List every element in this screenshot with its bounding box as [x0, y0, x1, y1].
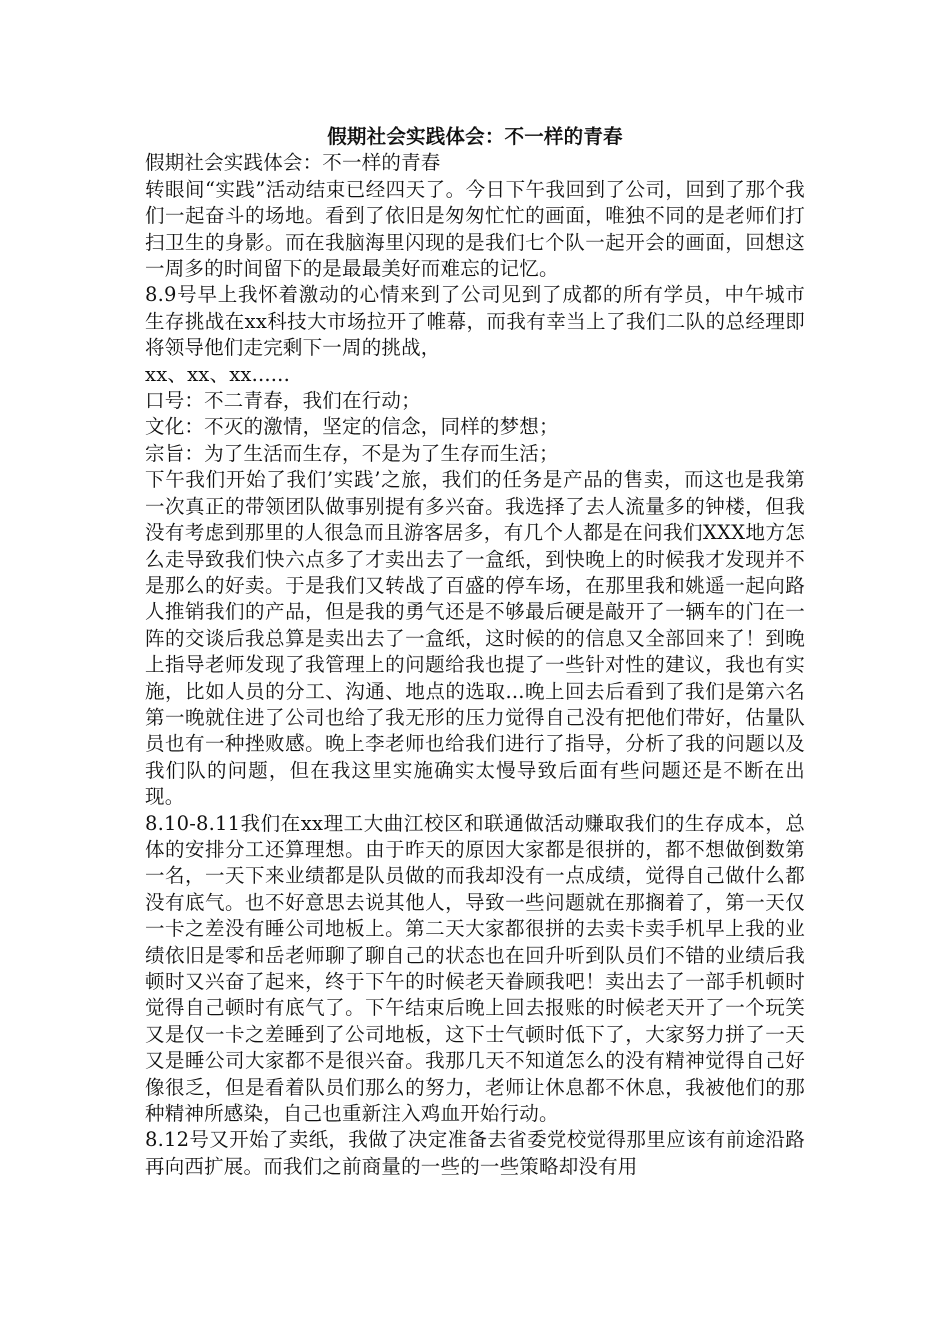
paragraph-purpose: 宗旨：为了生活而生存，不是为了生存而生活； — [145, 441, 559, 465]
paragraph-members: xx、xx、xx...... — [145, 362, 290, 386]
paragraph-intro: 转眼间“实践”活动结束已经四天了。今日下午我回到了公司，回到了那个我们一起奋斗的场地。看到了依旧是匆匆忙忙的画面，唯独不同的是老师们打扫卫生的身影。而在我脑海里闪现的是我们七个队一起开会的画面，回想这一周多的时间留下的是最最美好而难忘的记忆。 — [145, 177, 805, 281]
document-title: 假期社会实践体会：不一样的青春 — [327, 125, 623, 148]
paragraph-day-2-3: 8.10-8.11我们在xx理工大曲江校区和联通做活动赚取我们的生存成本，总体的安排分工还算理想。由于昨天的原因大家都是很拼的，都不想做倒数第一名，一天下来业绩都是队员做的而我却没有一点成绩，觉得自己做什么都没有底气。也不好意思去说其他人，导致一些问题就在那搁着了，第一天仅一卡之差没有睡公司地板上。第二天大家都很拼的去卖卡卖手机早上我的业绩依旧是零和岳老师聊了聊自己的状态也在回升听到队员们不错的业绩后我顿时又兴奋了起来，终于下午的时候老天眷顾我吧！卖出去了一部手机顿时觉得自己顿时有底气了。下午结束后晚上回去报账的时候老天开了一个玩笑又是仅一卡之差睡到了公司地板，这下士气顿时低下了，大家努力拼了一天又是睡公司大家都不是很兴奋。我那几天不知道怎么的没有精神觉得自己好像很乏，但是看着队员们那么的努力，老师让休息都不休息，我被他们的那种精神所感染，自己也重新注入鸡血开始行动。 — [145, 811, 805, 1126]
paragraph-culture: 文化：不灭的激情，坚定的信念，同样的梦想； — [145, 415, 559, 439]
paragraph-subtitle: 假期社会实践体会：不一样的青春 — [145, 151, 441, 175]
paragraph-slogan: 口号：不二青春，我们在行动； — [145, 389, 421, 413]
paragraph-afternoon: 下午我们开始了我们’实践’之旅，我们的任务是产品的售卖，而这也是我第一次真正的带领团队做事别提有多兴奋。我选择了去人流量多的钟楼，但我没有考虑到那里的人很急而且游客居多，有几个人都是在问我们XXX地方怎么走导致我们快六点多了才卖出去了一盒纸，到快晚上的时候我才发现并不是那么的好卖。于是我们又转战了百盛的停车场，在那里我和姚遥一起向路人推销我们的产品，但是我的勇气还是不够最后硬是敲开了一辆车的门在一阵的交谈后我总算是卖出去了一盒纸，这时候的的信息又全部回来了！到晚上指导老师发现了我管理上的问题给我也提了一些针对性的建议，我也有实施，比如人员的分工、沟通、地点的选取...晚上回去后看到了我们是第六名第一晚就住进了公司也给了我无形的压力觉得自己没有把他们带好，估量队员也有一种挫败感。晚上李老师也给我们进行了指导，分析了我的问题以及我们队的问题，但在我这里实施确实太慢导致后面有些问题还是不断在出现。 — [145, 468, 805, 809]
paragraph-day-1: 8.9号早上我怀着激动的心情来到了公司见到了成都的所有学员，中午城市生存挑战在xx科技大市场拉开了帷幕，而我有幸当上了我们二队的总经理即将领导他们走完剩下一周的挑战， — [145, 283, 805, 360]
document-body — [145, 124, 805, 1180]
paragraph-day-4: 8.12号又开始了卖纸，我做了决定准备去省委党校觉得那里应该有前途沿路再向西扩展。而我们之前商量的一些的一些策略却没有用 — [145, 1128, 805, 1178]
